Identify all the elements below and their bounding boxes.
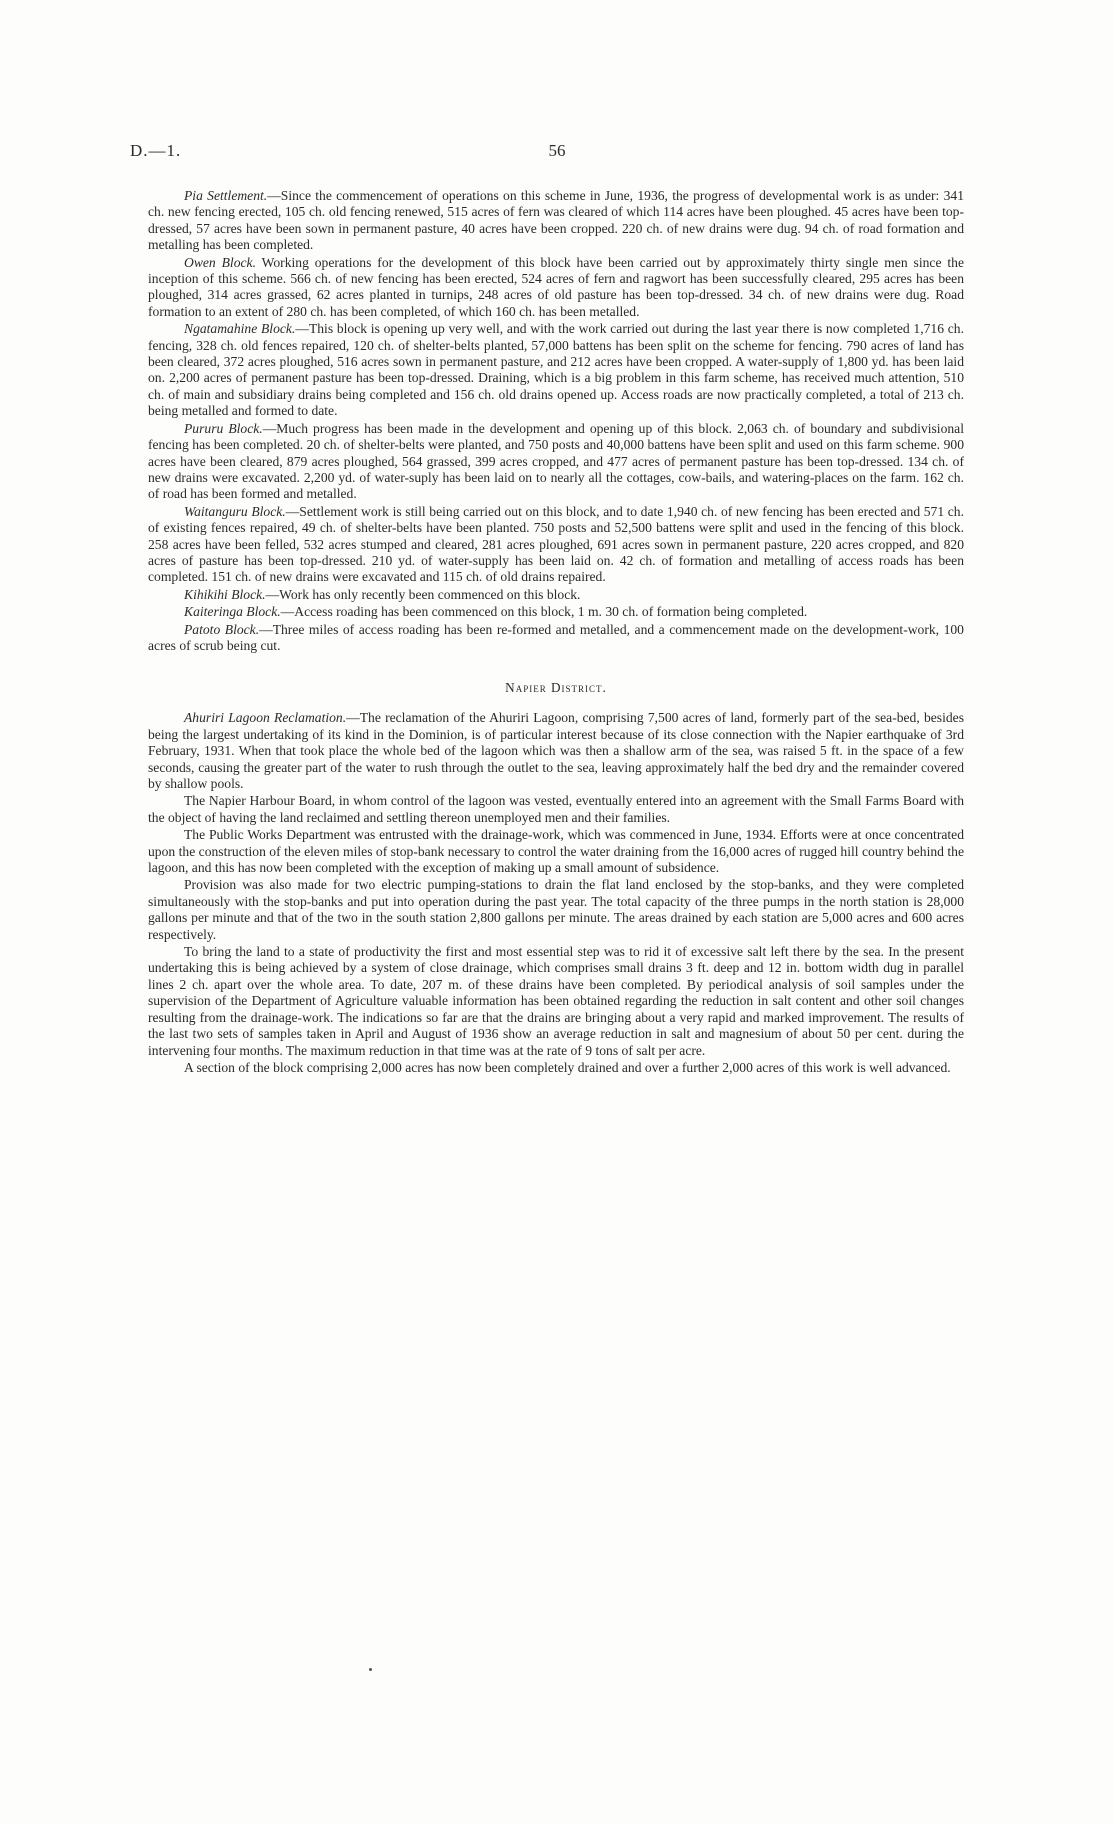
paragraph-text: The Public Works Department was entrusted with the drainage-work, which was commenced in June, 1934. Efforts were at once concentrated upon the construction of the eleven miles of stop-bank necessary to control the water draining from the 16,000 acres of rugged hill country behind the lagoon, and this has now been completed with the exception of making up a small amount of subsidence. — [148, 827, 964, 876]
paragraph-text: Working operations for the development of this block have been carried out by approximately thirty single men since the inception of this scheme. 566 ch. of new fencing has been erected, 524 acres of fern and ragwort has been successfully cleared, 295 acres has been ploughed, 314 acres grassed, 62 acres planted in turnips, 248 acres of old pasture has been top-dressed. 34 ch. of new drains were dug. Road formation to an extent of 280 ch. has been completed, of which 160 ch. has been metalled. — [148, 254, 964, 319]
paragraph-text: The Napier Harbour Board, in whom control of the lagoon was vested, eventually entered into an agreement with the Small Farms Board with the object of having the land reclaimed and settling thereon unemployed men and their families. — [148, 793, 964, 825]
page-number: 56 — [548, 141, 566, 160]
paragraph-ahuriri-lagoon — [148, 710, 964, 792]
page-header — [130, 141, 984, 165]
paragraph-pururu-block — [148, 421, 964, 503]
paragraph-heading: Waitanguru Block. — [184, 503, 286, 519]
paragraph-text: —Access roading has been commenced on this block, 1 m. 30 ch. of formation being completed. — [280, 604, 808, 620]
paragraph-text: Provision was also made for two electric pumping-stations to drain the flat land enclosed by the stop-banks, and they were completed simultaneously with the stop-banks and put into operation during the past year. The total capacity of the three pumps in the north station is 28,000 gallons per minute and that of the two in the south station 2,800 gallons per minute. The areas drained by each station are 5,000 acres and 600 acres respectively. — [148, 877, 964, 942]
paragraph-text: —This block is opening up very well, and with the work carried out during the last year there is now completed 1,716 ch. fencing, 328 ch. old fences repaired, 120 ch. of shelter-belts planted, 57,000 battens has been split on the scheme for fencing. 790 acres of land has been cleared, 372 acres ploughed, 516 acres sown in permanent pasture, and 212 acres have been cropped. A water-supply of 1,800 yd. has been laid on. 2,200 acres of permanent pasture has been top-dressed. Draining, which is a big problem in this farm scheme, has received much attention, 510 ch. of main and subsidiary drains being completed and 156 ch. old drains opened up. Access roads are now practically completed, a total of 213 ch. being metalled and formed to date. — [148, 321, 964, 419]
paragraph-heading: Ngatamahine Block. — [184, 321, 296, 337]
paragraph-heading: Patoto Block. — [184, 621, 260, 637]
paragraph-heading: Ahuriri Lagoon Reclamation. — [184, 710, 347, 726]
paragraph-heading: Kaiteringa Block. — [184, 604, 281, 620]
section-heading-napier-district: Napier District. — [505, 680, 607, 696]
paragraph-heading: Owen Block. — [184, 254, 256, 270]
paragraph-section-drained — [148, 1060, 964, 1076]
paragraph-public-works — [148, 827, 964, 876]
paragraph-patoto-block — [148, 622, 964, 655]
paragraph-kihikihi-block — [148, 587, 964, 603]
paragraph-pia-settlement — [148, 188, 964, 254]
stray-mark — [369, 1668, 372, 1671]
paragraph-heading: Pia Settlement. — [184, 188, 268, 203]
paragraph-kaiteringa-block — [148, 604, 964, 620]
section-block-napier — [148, 710, 964, 1076]
document-body — [148, 188, 964, 1076]
document-reference: D.—1. — [130, 141, 182, 160]
paragraph-text: —Since the commencement of operations on this scheme in June, 1936, the progress of developmental work is as under: 341 ch. new fencing erected, 105 ch. old fencing renewed, 515 acres of fern was cleared of which 114 acres have been ploughed. 45 acres have been top-dressed, 57 acres have been sown in permanent pasture, 40 acres have been cropped. 220 ch. of new drains were dug. 94 ch. of road formation and metalling has been completed. — [148, 188, 964, 253]
paragraph-text: —Work has only recently been commenced on this block. — [265, 586, 581, 602]
paragraph-text: —The reclamation of the Ahuriri Lagoon, comprising 7,500 acres of land, formerly part of the sea-bed, besides being the largest undertaking of its kind in the Dominion, is of particular interest because of its close connection with the Napier earthquake of 3rd February, 1931. When that took place the whole bed of the lagoon which was then a shallow arm of the sea, was raised 5 ft. in the space of a few seconds, causing the greater part of the water to rush through the outlet to the sea, leaving approximately half the bed dry and the remainder covered by shallow pools. — [148, 710, 964, 791]
paragraph-owen-block — [148, 255, 964, 321]
paragraph-text: A section of the block comprising 2,000 acres has now been completely drained and over a further 2,000 acres of this work is well advanced. — [184, 1059, 951, 1075]
paragraph-heading: Kihikihi Block. — [184, 586, 266, 602]
paragraph-heading: Pururu Block. — [184, 420, 263, 436]
paragraph-pumping-stations — [148, 877, 964, 943]
paragraph-text: —Much progress has been made in the development and opening up of this block. 2,063 ch. of boundary and subdivisional fencing has been completed. 20 ch. of shelter-belts were planted, and 750 posts and 40,000 battens have been split and used on this farm scheme. 900 acres have been cleared, 879 acres ploughed, 564 grassed, 399 acres cropped, and 477 acres of permanent pasture has been top-dressed. 134 ch. of new drains were excavated. 2,200 yd. of water-suply has been laid on to nearly all the cottages, cow-bails, and watering-places on the farm. 162 ch. of road has been formed and metalled. — [148, 420, 964, 502]
paragraph-harbour-board — [148, 793, 964, 826]
paragraph-ngatamahine-block — [148, 321, 964, 419]
paragraph-text: To bring the land to a state of productivity the first and most essential step was to rid it of excessive salt left there by the sea. In the present undertaking this is being achieved by a system of close drainage, which comprises small drains 3 ft. deep and 12 in. bottom width dug in parallel lines 2 ch. apart over the whole area. To date, 207 m. of these drains have been completed. By periodical analysis of soil samples under the supervision of the Department of Agriculture valuable information has been obtained regarding the reduction in salt content and other soil changes resulting from the drainage-work. The indications so far are that the drains are bringing about a very rapid and marked improvement. The results of the last two sets of samples taken in April and August of 1936 show an average reduction in salt and magnesium of about 50 per cent. during the intervening four months. The maximum reduction in that time was at the rate of 9 tons of salt per acre. — [148, 944, 964, 1058]
section-block-reports — [148, 188, 964, 654]
paragraph-text: —Settlement work is still being carried out on this block, and to date 1,940 ch. of new fencing has been erected and 571 ch. of existing fences repaired, 49 ch. of shelter-belts have been planted. 750 posts and 52,500 battens were split and used in the fencing of this block. 258 acres have been felled, 532 acres stumped and cleared, 281 acres ploughed, 691 acres sown in permanent pasture, 220 acres cropped, and 820 acres of pasture has been top-dressed. 210 yd. of water-supply has been laid on. 42 ch. of formation and metalling of access roads has been completed. 151 ch. of new drains were excavated and 115 ch. of old drains repaired. — [148, 503, 964, 585]
paragraph-text: —Three miles of access roading has been re-formed and metalled, and a commencement made on the development-work, 100 acres of scrub being cut. — [148, 621, 964, 653]
paragraph-waitanguru-block — [148, 504, 964, 586]
paragraph-salt-drainage — [148, 944, 964, 1059]
